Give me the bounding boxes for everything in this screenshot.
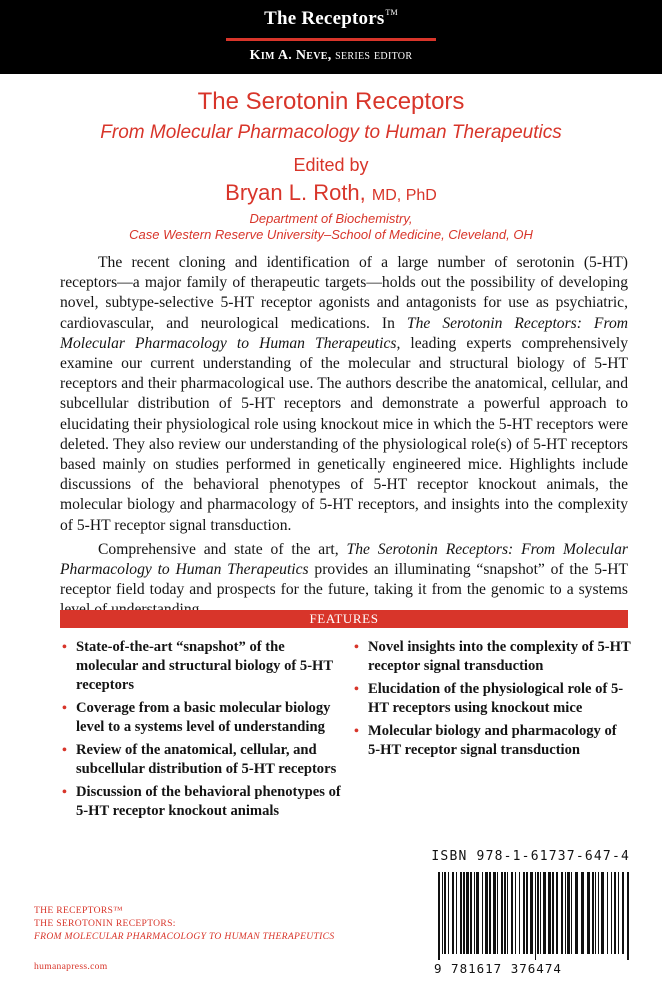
book-subtitle: From Molecular Pharmacology to Human Therapeutics — [100, 122, 562, 143]
series-editor-line — [0, 47, 662, 64]
barcode-digits: 9 781617 376474 — [434, 961, 562, 976]
footer-subtitle: FROM MOLECULAR PHARMACOLOGY TO HUMAN THERAPEUTICS — [34, 931, 335, 942]
trademark-mark: TM — [385, 8, 398, 17]
feature-item: • Discussion of the behavioral phenotypes of 5-HT receptor knockout animals — [62, 784, 341, 819]
features-heading: FEATURES — [60, 610, 628, 628]
description-book-title: The Serotonin Receptors: From Molecular Pharmacology to Human Therapeutics, — [60, 314, 629, 352]
description — [60, 253, 628, 621]
bullet-icon: • — [62, 785, 67, 800]
bullet-icon: • — [62, 701, 67, 716]
book-title: The Serotonin Receptors — [197, 88, 465, 115]
volume-editor-credentials: MD, PhD — [371, 187, 437, 204]
description-paragraph-2: Comprehensive and state of the art, The Serotonin Receptors: From Molecular Pharmacology to Human Therapeutics provides an illuminating “snapshot” of the 5-HT receptor field today and prospects for the future, taking it from the genomic to a systems — [60, 540, 628, 599]
bullet-icon: • — [62, 743, 67, 758]
features-list-right — [352, 638, 632, 764]
isbn-number: ISBN 978-1-61737-647-4 — [431, 849, 630, 864]
publisher-website: humanapress.com — [34, 961, 108, 972]
feature-item: • Review of the anatomical, cellular, and subcellular distribution of 5-HT receptors — [62, 742, 337, 777]
volume-editor-name: Bryan L. Roth, — [225, 180, 366, 205]
affiliation-department: Department of Biochemistry, — [249, 211, 413, 226]
feature-item: • Molecular biology and pharmacology of 5-HT receptor signal transduction — [354, 723, 617, 758]
bullet-icon: • — [354, 640, 359, 655]
volume-editor — [0, 180, 662, 206]
description-paragraph-1: The recent cloning and identification of a large number of serotonin (5-HT) receptors—a major family of therapeutic targets—holds out the possibility of developing novel, subtype-selective 5-HT receptor agonists and antagonists for use as psychiatric, cardiovascular, and neurological medications. In The Serotonin Receptors: From Molecular Pharmacology to Human Therapeutics, leading experts comprehensively examine our current understanding of the molecular and structural biology of 5-HT receptors and their pharmacological use. The authors describe the anatomical, cellular, and subcellular distribution of 5-HT receptors and demonstrate a powerful approach to elucidating their physiological role using knockout mice in which the 5-HT receptors were deleted. They also review our understanding of the physiological role(s) of 5-HT receptors based mainly on studies performed in genetically engineered mice. Highlights include discussions of the behavioral phenotypes of 5-HT receptor knockout animals, the molecular biology and pharmacology of 5-HT receptors, and insights into the complexity of 5-HT receptor signal transduction. — [60, 254, 629, 534]
feature-item: • Coverage from a basic molecular biology level to a systems level of understanding — [62, 700, 331, 735]
description-book-title: The Serotonin Receptors: From Molecular Pharmacology to Human Therapeutics — [60, 540, 628, 579]
series-title: The Receptors™ — [264, 8, 398, 29]
bullet-icon: • — [354, 682, 359, 697]
banner-divider — [226, 38, 436, 41]
bullet-icon: • — [354, 724, 359, 739]
series-editor-role: series editor — [335, 48, 413, 63]
features-list-left — [60, 638, 345, 825]
series-banner — [0, 0, 662, 74]
affiliation-institution: Case Western Reserve University–School of Medicine, Cleveland, OH — [129, 227, 533, 242]
feature-item: • Novel insights into the complexity of 5-HT receptor signal transduction — [354, 639, 631, 674]
footer-title: THE SEROTONIN RECEPTORS: — [34, 918, 176, 929]
bullet-icon: • — [62, 640, 67, 655]
feature-item: • State-of-the-art “snapshot” of the molecular and structural biology of 5-HT receptors — [62, 639, 333, 693]
footer-series: THE RECEPTORS™ — [34, 905, 123, 916]
series-editor-name: Kim A. Neve, — [249, 48, 332, 63]
feature-item: • Elucidation of the physiological role of 5-HT receptors using knockout mice — [354, 681, 624, 716]
isbn-barcode — [404, 849, 630, 981]
barcode-icon — [438, 872, 630, 960]
edited-by-label: Edited by — [293, 155, 369, 175]
